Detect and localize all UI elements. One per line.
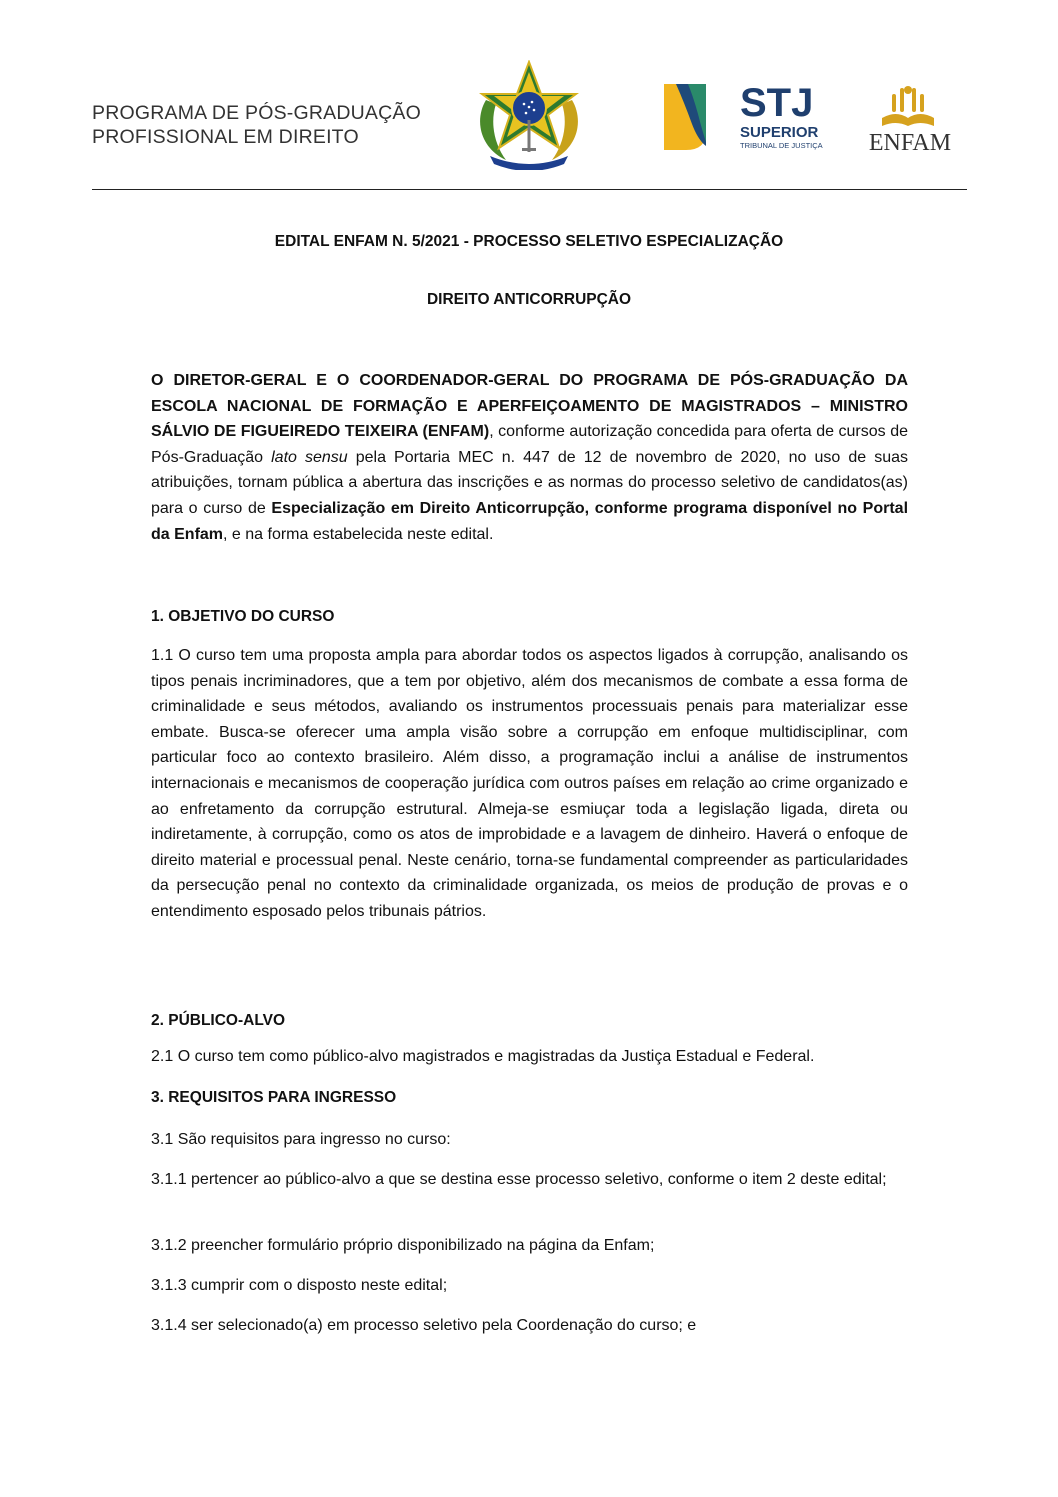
document-title: EDITAL ENFAM N. 5/2021 - PROCESSO SELETIVO ESPECIALIZAÇÃO (274, 233, 784, 250)
intro-paragraph (151, 368, 908, 547)
section3-p5: 3.1.4 ser selecionado(a) em processo seletivo pela Coordenação do curso; e (151, 1317, 697, 1334)
section2-p1: 2.1 O curso tem como público-alvo magistrados e magistradas da Justiça Estadual e Federal. (151, 1048, 815, 1065)
program-name-line2: PROFISSIONAL EM DIREITO (92, 126, 359, 148)
section1-heading: 1. OBJETIVO DO CURSO (151, 608, 335, 625)
enfam-logo (862, 80, 958, 154)
section3-p2-text: 3.1.1 pertencer ao público-alvo a que se destina esse processo seletivo, conforme o item 2 deste edital; (151, 1171, 887, 1188)
intro-italic: lato sensu (271, 448, 348, 466)
program-name (92, 101, 421, 149)
section2-heading: 2. PÚBLICO-ALVO (151, 1012, 286, 1029)
section3-p1: 3.1 São requisitos para ingresso no curso: (151, 1131, 451, 1148)
intro-bold-tail: Especialização em Direito Anticorrupção, conforme programa disponível no Portal da Enfam (151, 499, 909, 543)
header-divider (92, 189, 967, 190)
program-name-line1: PROGRAMA DE PÓS-GRADUAÇÃO (92, 102, 421, 124)
section1-p1: 1.1 O curso tem uma proposta ampla para abordar todos os aspectos ligados à corrupção, analisando os tipos penais incriminadores, que a tem por objetivo, além dos mecanismos de combate a essa forma de criminalidade e seus métodos, avaliando os instrumentos processuais penais para materializar esse embate. Busca-se oferecer uma ampla visão sobre a corrupção em enfoque multidisciplinar, com particular foco ao contexto brasileiro. Além disso, a programação inclui a análise de instrumentos internacionais e mecanismos de cooperação jurídica com outros países em relação ao crime organizado e ao enfretamento da corrupção estrutural. Almeja-se esmiuçar toda a legislação ligada, direta ou indiretamente, à corrupção, como os atos de improbidade e a lavagem de dinheiro. Haverá o enfoque de direito material e processual penal. Neste cenário, torna-se fundamental compreender as particularidades da persecução penal no contexto da criminalidade organizada, os meios de produção de provas e o entendimento esposado pelos tribunais pátrios. (151, 647, 908, 920)
section3-p2 (151, 1167, 908, 1193)
stj-sub2: TRIBUNAL DE JUSTIÇA (740, 141, 823, 150)
section3-p3: 3.1.2 preencher formulário próprio disponibilizado na página da Enfam; (151, 1237, 655, 1254)
intro-text1: , conforme autorização concedida para oferta de cursos de Pós-Graduação (151, 423, 908, 466)
stj-name: STJ (740, 81, 814, 125)
enfam-name: ENFAM (868, 130, 952, 154)
intro-text2: pela Portaria MEC n. 447 de 12 de novembro de 2020, no uso de suas atribuições, tornam pública a abertura das inscrições e as normas do processo seletivo de candidatos(as) para o curso de (151, 448, 909, 517)
section3-p4: 3.1.3 cumprir com o disposto neste edital; (151, 1277, 448, 1294)
section1-paragraph (151, 643, 908, 925)
stj-sub1: SUPERIOR (740, 124, 819, 141)
intro-bold-lead: O DIRETOR-GERAL E O COORDENADOR-GERAL DO PROGRAMA DE PÓS-GRADUAÇÃO DA ESCOLA NACIONAL DE FORMAÇÃO E APERFEIÇOAMENTO DE MAGISTRADOS – MINISTRO SÁLVIO DE FIGUEIREDO TEIXEIRA (ENFAM) (151, 372, 908, 441)
section3-heading: 3. REQUISITOS PARA INGRESSO (151, 1089, 397, 1106)
stj-logo (662, 80, 832, 152)
coat-of-arms-logo (472, 60, 586, 170)
intro-text3: , e na forma estabelecida neste edital. (223, 525, 494, 543)
document-subtitle: DIREITO ANTICORRUPÇÃO (426, 291, 632, 308)
